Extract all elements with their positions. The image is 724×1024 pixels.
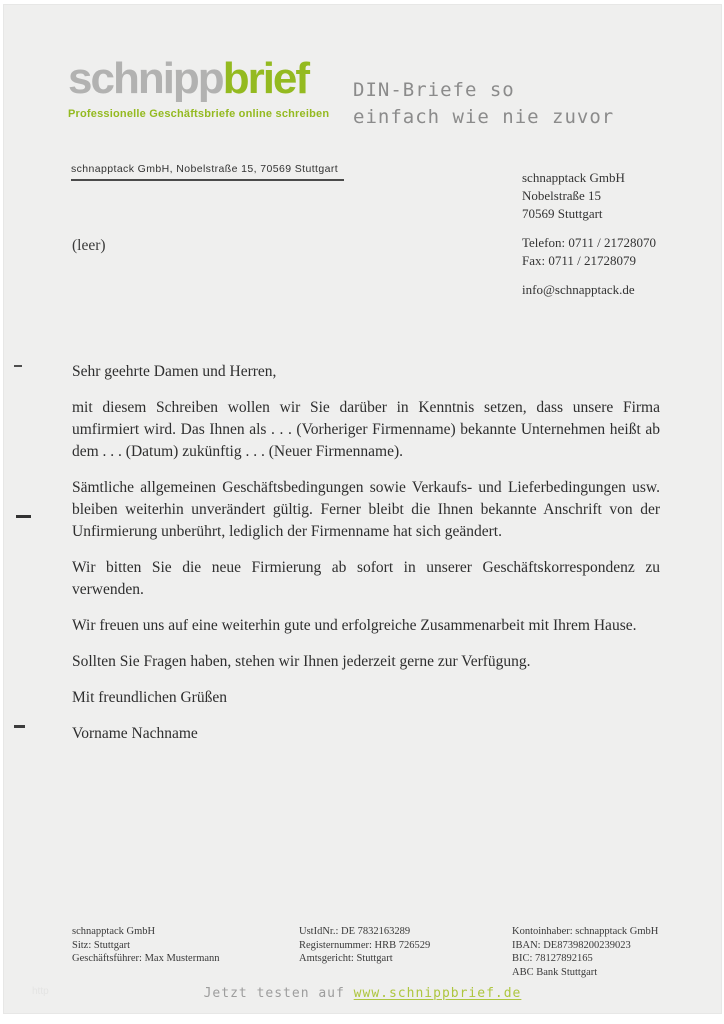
footer-vat-id: UstIdNr.: DE 7832163289 [299,926,411,937]
footer-column-bank [512,925,658,979]
sender-city: 70569 Stuttgart [522,206,603,221]
sender-company: schnapptack GmbH [522,170,625,185]
paragraph-zusammenarbeit: Wir freuen uns auf eine weiterhin gute und erfolgreiche Zusammenarbeit mit Ihrem Hause. [72,617,637,634]
promo-link[interactable]: www.schnippbrief.de [353,986,522,1001]
brand-tagline: Professionelle Geschäftsbriefe online schreiben [68,108,330,120]
sender-contact [522,234,656,270]
sender-address [522,169,656,223]
logo-text-brief: brief [222,54,309,103]
letter-page [3,4,722,1014]
paragraph-umfirmierung: mit diesem Schreiben wollen wir Sie darüber in Kenntnis setzen, dass unsere Firma umfirmiert wird. Das Ihnen als . . . (Vorheriger Firmenname) bekannte Unternehmen heißt ab dem . . . (Datum) zukünftig . . . (Neuer Firmenname). [72,399,660,460]
slogan-line-1: DIN-Briefe so [353,79,515,101]
fold-mark-top [14,365,22,367]
promo-text: Jetzt testen auf [203,986,345,1001]
faint-watermark: http [32,986,49,997]
sender-fax: Fax: 0711 / 21728079 [522,253,636,268]
footer-register-number: Registernummer: HRB 726529 [299,939,431,951]
punch-hole-mark [16,515,31,518]
logo-text-schnipp: schnipp [68,54,223,103]
slogan-line-2: einfach wie nie zuvor [353,106,615,128]
letter-body [72,361,660,759]
paragraph-firmierung: Wir bitten Sie die neue Firmierung ab sofort in unserer Geschäftskorrespondenz zu verwenden. [72,559,660,598]
footer-company-seat: Sitz: Stuttgart [72,939,131,951]
footer-court: Amtsgericht: Stuttgart [299,953,393,964]
closing: Mit freundlichen Grüßen [72,689,227,706]
footer-company-ceo: Geschäftsführer: Max Mustermann [72,953,220,964]
paragraph-fragen: Sollten Sie Fragen haben, stehen wir Ihnen jederzeit gerne zur Verfügung. [72,653,531,670]
sender-street: Nobelstraße 15 [522,188,602,203]
signature-name: Vorname Nachname [72,725,198,742]
footer-account-holder: Kontoinhaber: schnapptack GmbH [512,926,659,937]
footer-column-legal [299,925,430,966]
paragraph-bedingungen: Sämtliche allgemeinen Geschäftsbedingungen sowie Verkaufs- und Lieferbedingungen usw. bleiben weiterhin unverändert gültig. Ferner bleibt die Ihnen bekannte Anschrift von der Unfirmierung unberührt, lediglich der Firmenname hat sich geändert. [72,479,660,540]
sender-phone: Telefon: 0711 / 21728070 [522,235,657,250]
handwritten-slogan [353,77,614,131]
footer-bic: BIC: 78127892165 [512,953,593,964]
sender-email: info@schnapptack.de [522,282,635,297]
fold-mark-bottom [14,725,25,728]
footer-iban: IBAN: DE87398200239023 [512,939,631,951]
footer-bank-name: ABC Bank Stuttgart [512,966,598,978]
footer-column-company [72,925,220,966]
promo-line [4,986,721,1001]
sender-info-block [522,169,656,299]
brand-logo [68,54,330,120]
salutation: Sehr geehrte Damen und Herren, [72,363,277,380]
recipient-placeholder: (leer) [72,237,106,254]
footer-company-name: schnapptack GmbH [72,926,156,937]
sender-return-address: schnapptack GmbH, Nobelstraße 15, 70569 Stuttgart [71,163,344,181]
